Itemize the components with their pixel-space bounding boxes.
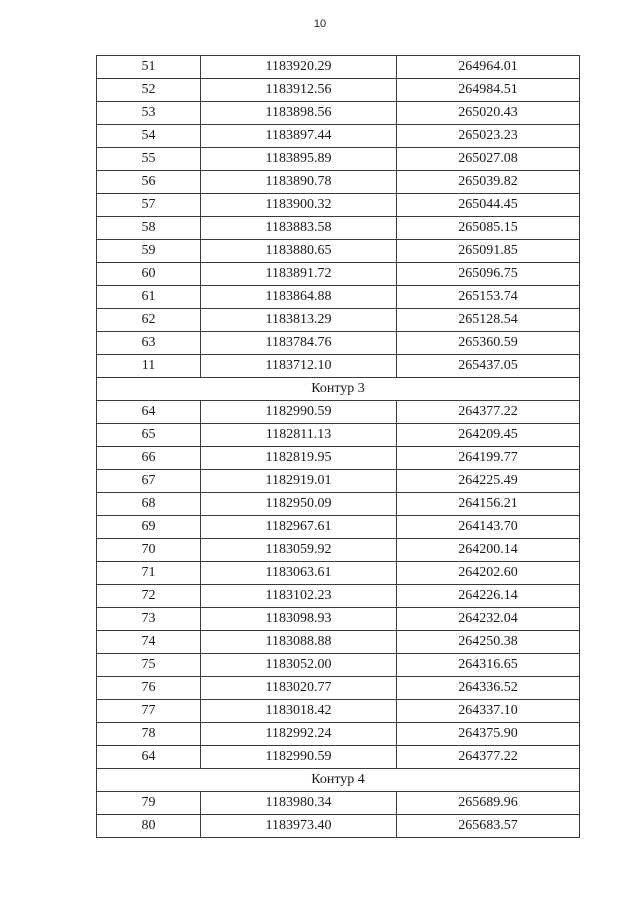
point-number-cell: 54 [97,125,201,148]
y-coordinate-cell: 264250.38 [397,631,580,654]
point-number-cell: 74 [97,631,201,654]
y-coordinate-cell: 265027.08 [397,148,580,171]
y-coordinate-cell: 264209.45 [397,424,580,447]
y-coordinate-cell: 265360.59 [397,332,580,355]
y-coordinate-cell: 265044.45 [397,194,580,217]
section-header-row [97,769,580,792]
x-coordinate-cell: 1183980.34 [201,792,397,815]
y-coordinate-cell: 264156.21 [397,493,580,516]
x-coordinate-cell: 1183883.58 [201,217,397,240]
x-coordinate-cell: 1183864.88 [201,286,397,309]
y-coordinate-cell: 264377.22 [397,746,580,769]
y-coordinate-cell: 265437.05 [397,355,580,378]
y-coordinate-cell: 264199.77 [397,447,580,470]
table-row [97,79,580,102]
x-coordinate-cell: 1182950.09 [201,493,397,516]
x-coordinate-cell: 1182990.59 [201,401,397,424]
y-coordinate-cell: 264336.52 [397,677,580,700]
x-coordinate-cell: 1183052.00 [201,654,397,677]
table-row [97,424,580,447]
point-number-cell: 64 [97,401,201,424]
table-row [97,677,580,700]
x-coordinate-cell: 1182990.59 [201,746,397,769]
table-row [97,493,580,516]
y-coordinate-cell: 264984.51 [397,79,580,102]
table-row [97,631,580,654]
x-coordinate-cell: 1183102.23 [201,585,397,608]
point-number-cell: 76 [97,677,201,700]
x-coordinate-cell: 1183088.88 [201,631,397,654]
x-coordinate-cell: 1183912.56 [201,79,397,102]
table-row [97,815,580,838]
x-coordinate-cell: 1183920.29 [201,56,397,79]
table-row [97,608,580,631]
point-number-cell: 55 [97,148,201,171]
y-coordinate-cell: 265128.54 [397,309,580,332]
x-coordinate-cell: 1183973.40 [201,815,397,838]
point-number-cell: 72 [97,585,201,608]
y-coordinate-cell: 264232.04 [397,608,580,631]
x-coordinate-cell: 1183895.89 [201,148,397,171]
point-number-cell: 79 [97,792,201,815]
table-row [97,562,580,585]
point-number-cell: 11 [97,355,201,378]
x-coordinate-cell: 1183018.42 [201,700,397,723]
point-number-cell: 73 [97,608,201,631]
y-coordinate-cell: 265153.74 [397,286,580,309]
y-coordinate-cell: 264200.14 [397,539,580,562]
table-row [97,56,580,79]
point-number-cell: 80 [97,815,201,838]
table-row [97,286,580,309]
section-header-row [97,378,580,401]
table-row [97,654,580,677]
y-coordinate-cell: 265683.57 [397,815,580,838]
x-coordinate-cell: 1182967.61 [201,516,397,539]
y-coordinate-cell: 264375.90 [397,723,580,746]
y-coordinate-cell: 264226.14 [397,585,580,608]
point-number-cell: 68 [97,493,201,516]
y-coordinate-cell: 264143.70 [397,516,580,539]
x-coordinate-cell: 1183813.29 [201,309,397,332]
x-coordinate-cell: 1183890.78 [201,171,397,194]
x-coordinate-cell: 1183880.65 [201,240,397,263]
point-number-cell: 53 [97,102,201,125]
x-coordinate-cell: 1183784.76 [201,332,397,355]
table-row [97,516,580,539]
x-coordinate-cell: 1182819.95 [201,447,397,470]
table-row [97,217,580,240]
table-row [97,585,580,608]
point-number-cell: 60 [97,263,201,286]
y-coordinate-cell: 265039.82 [397,171,580,194]
table-row [97,240,580,263]
y-coordinate-cell: 265689.96 [397,792,580,815]
table-row [97,263,580,286]
y-coordinate-cell: 264316.65 [397,654,580,677]
y-coordinate-cell: 265023.23 [397,125,580,148]
table-row [97,309,580,332]
point-number-cell: 56 [97,171,201,194]
y-coordinate-cell: 264964.01 [397,56,580,79]
section-header-label: Контур 3 [97,378,580,401]
x-coordinate-cell: 1183712.10 [201,355,397,378]
table-row [97,447,580,470]
x-coordinate-cell: 1183059.92 [201,539,397,562]
y-coordinate-cell: 264377.22 [397,401,580,424]
table-row [97,194,580,217]
table-row [97,723,580,746]
point-number-cell: 59 [97,240,201,263]
table-row [97,792,580,815]
point-number-cell: 66 [97,447,201,470]
table-row [97,746,580,769]
y-coordinate-cell: 264225.49 [397,470,580,493]
point-number-cell: 69 [97,516,201,539]
coordinates-table-body [97,56,580,838]
table-row [97,102,580,125]
point-number-cell: 77 [97,700,201,723]
x-coordinate-cell: 1183891.72 [201,263,397,286]
x-coordinate-cell: 1182992.24 [201,723,397,746]
point-number-cell: 61 [97,286,201,309]
point-number-cell: 71 [97,562,201,585]
y-coordinate-cell: 264337.10 [397,700,580,723]
y-coordinate-cell: 264202.60 [397,562,580,585]
table-row [97,401,580,424]
x-coordinate-cell: 1182811.13 [201,424,397,447]
point-number-cell: 75 [97,654,201,677]
table-row [97,539,580,562]
x-coordinate-cell: 1183098.93 [201,608,397,631]
table-row [97,148,580,171]
point-number-cell: 62 [97,309,201,332]
x-coordinate-cell: 1183063.61 [201,562,397,585]
y-coordinate-cell: 265020.43 [397,102,580,125]
point-number-cell: 67 [97,470,201,493]
x-coordinate-cell: 1183898.56 [201,102,397,125]
x-coordinate-cell: 1183900.32 [201,194,397,217]
y-coordinate-cell: 265096.75 [397,263,580,286]
point-number-cell: 63 [97,332,201,355]
point-number-cell: 78 [97,723,201,746]
page-number: 10 [313,18,327,30]
table-row [97,355,580,378]
table-row [97,332,580,355]
point-number-cell: 52 [97,79,201,102]
point-number-cell: 57 [97,194,201,217]
coordinates-table [96,55,580,838]
y-coordinate-cell: 265085.15 [397,217,580,240]
x-coordinate-cell: 1183020.77 [201,677,397,700]
table-row [97,470,580,493]
point-number-cell: 65 [97,424,201,447]
table-row [97,171,580,194]
point-number-cell: 64 [97,746,201,769]
x-coordinate-cell: 1183897.44 [201,125,397,148]
y-coordinate-cell: 265091.85 [397,240,580,263]
point-number-cell: 58 [97,217,201,240]
point-number-cell: 51 [97,56,201,79]
point-number-cell: 70 [97,539,201,562]
table-row [97,700,580,723]
x-coordinate-cell: 1182919.01 [201,470,397,493]
table-row [97,125,580,148]
section-header-label: Контур 4 [97,769,580,792]
